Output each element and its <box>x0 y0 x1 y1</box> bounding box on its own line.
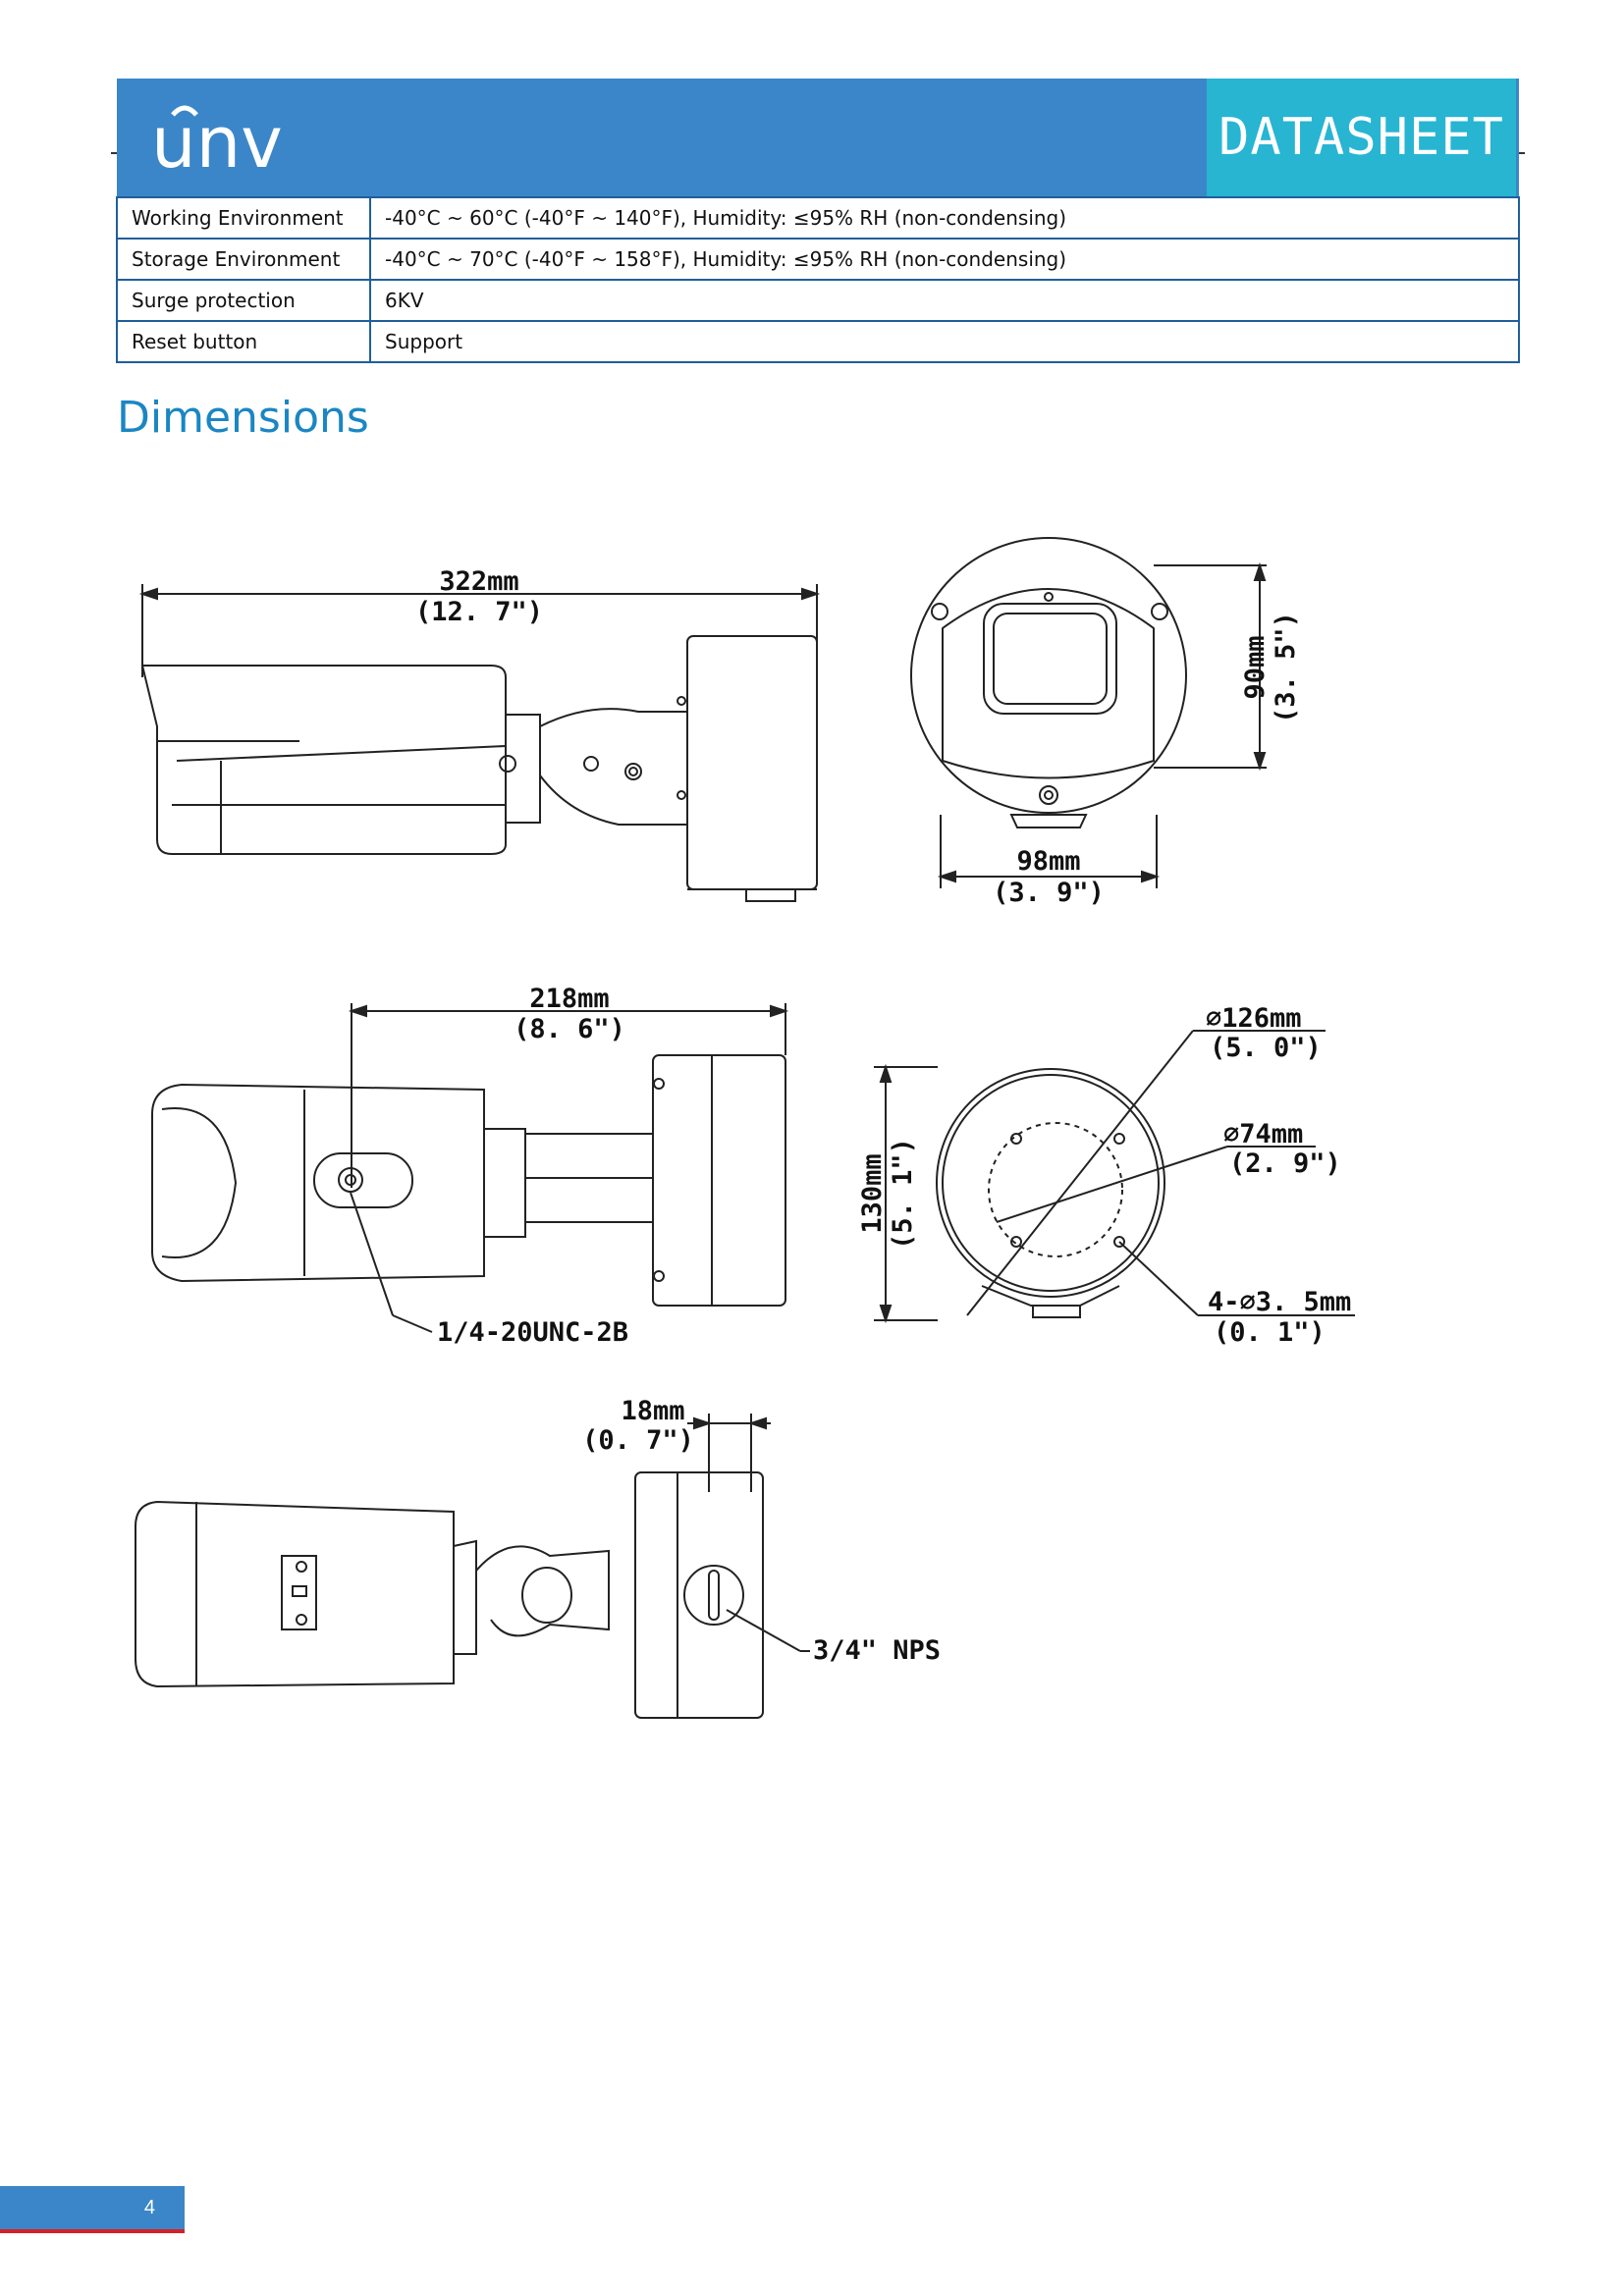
spec-value: Support <box>370 321 1519 362</box>
height-in-label: (3. 5") <box>1271 612 1301 723</box>
arm-in-label: (8. 6") <box>514 1014 625 1044</box>
spec-label: Working Environment <box>117 197 370 239</box>
nps-label: 3/4" NPS <box>813 1635 942 1666</box>
hole-size-in-label: (0. 1") <box>1214 1317 1326 1348</box>
spec-label: Storage Environment <box>117 239 370 280</box>
page-number: 4 <box>0 2186 185 2229</box>
length-mm-label: 322mm <box>439 566 519 597</box>
page-number-underline <box>0 2229 185 2233</box>
width-mm-label: 98mm <box>1016 846 1081 877</box>
box-depth-mm-label: 18mm <box>621 1396 685 1426</box>
side-view <box>142 584 817 901</box>
spec-value: -40°C ~ 70°C (-40°F ~ 158°F), Humidity: ≤95% RH (non-condensing) <box>370 239 1519 280</box>
length-in-label: (12. 7") <box>414 597 544 627</box>
section-title: Dimensions <box>117 393 369 443</box>
width-in-label: (3. 9") <box>993 878 1105 908</box>
bolt-circle-mm-label: ∅74mm <box>1223 1119 1304 1149</box>
spec-label: Surge protection <box>117 280 370 321</box>
base-diameter-in-label: (5. 0") <box>1210 1033 1322 1063</box>
thread-label: 1/4-20UNC-2B <box>437 1317 629 1348</box>
arm-mm-label: 218mm <box>529 984 610 1014</box>
hole-size-mm-label: 4-∅3. 5mm <box>1208 1287 1352 1317</box>
spec-value: -40°C ~ 60°C (-40°F ~ 140°F), Humidity: ≤95% RH (non-condensing) <box>370 197 1519 239</box>
height-mm-label: 90mm <box>1240 635 1271 700</box>
base-height-in-label: (5. 1") <box>888 1138 918 1250</box>
front-view <box>911 538 1267 888</box>
svg-text:unv: unv <box>151 101 283 182</box>
box-depth-in-label: (0. 7") <box>582 1425 694 1456</box>
base-diameter-mm-label: ∅126mm <box>1206 1003 1302 1034</box>
spec-value: 6KV <box>370 280 1519 321</box>
spec-label: Reset button <box>117 321 370 362</box>
bottom-view <box>152 1003 785 1332</box>
dimension-labels <box>415 566 1351 1666</box>
base-height-mm-label: 130mm <box>857 1153 888 1234</box>
datasheet-label: DATASHEET <box>1207 79 1516 196</box>
rear-view <box>135 1414 810 1718</box>
bolt-circle-in-label: (2. 9") <box>1229 1148 1341 1179</box>
